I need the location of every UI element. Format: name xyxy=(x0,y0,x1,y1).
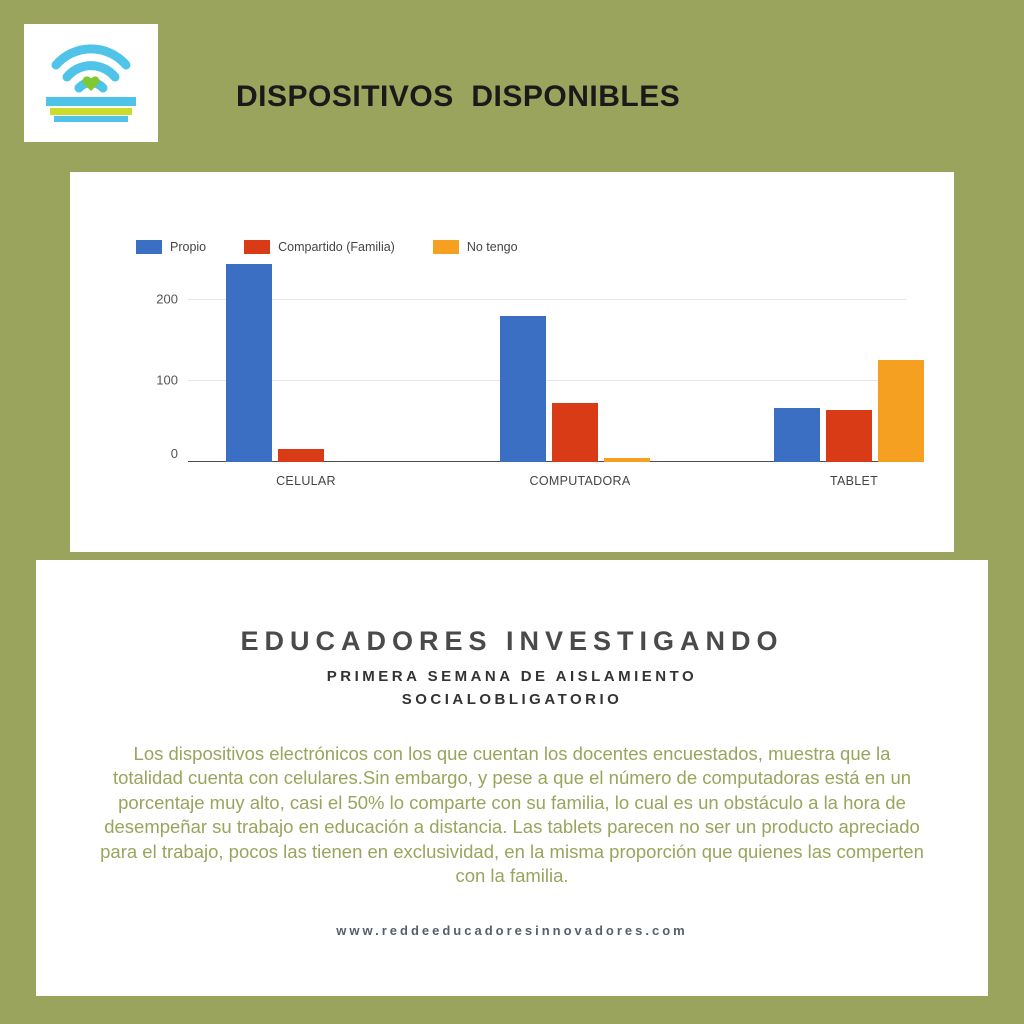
bar-celular-compartido[interactable] xyxy=(278,449,324,462)
bar-computadora-notengo[interactable] xyxy=(604,458,650,462)
bars-computadora xyxy=(500,250,660,462)
brand-subtitle-line1: PRIMERA SEMANA DE AISLAMIENTO xyxy=(326,668,698,685)
y-tick-100: 100 xyxy=(156,372,178,388)
x-tick-celular: CELULAR xyxy=(276,474,336,488)
bar-group-computadora xyxy=(500,250,660,488)
brand-subtitle xyxy=(36,665,988,712)
x-tick-computadora: COMPUTADORA xyxy=(529,474,631,488)
legend-label-compartido: Compartido (Familia) xyxy=(278,240,395,254)
brand-subtitle-line2: SOCIALOBLIGATORIO xyxy=(401,691,623,709)
x-tick-tablet: TABLET xyxy=(829,474,879,488)
bar-computadora-propio[interactable] xyxy=(500,316,546,462)
logo xyxy=(24,24,158,142)
bar-group-tablet xyxy=(774,250,934,488)
description-card xyxy=(36,560,988,996)
legend-label-notengo: No tengo xyxy=(466,240,518,254)
brand-title: EDUCADORES INVESTIGANDO xyxy=(240,626,784,656)
bar-tablet-compartido[interactable] xyxy=(826,410,872,462)
bar-tablet-notengo[interactable] xyxy=(878,360,924,462)
wifi-book-icon xyxy=(36,35,146,131)
chart-plot-area xyxy=(156,250,906,488)
page-title: DISPOSITIVOS DISPONIBLES xyxy=(236,80,681,113)
bar-celular-propio[interactable] xyxy=(226,264,272,462)
legend-label-propio: Propio xyxy=(170,240,207,254)
bar-computadora-compartido[interactable] xyxy=(552,403,598,462)
bar-tablet-propio[interactable] xyxy=(774,408,820,462)
bars-celular xyxy=(226,250,386,462)
website-url[interactable]: www.reddeeducadoresinnovadores.com xyxy=(336,923,688,939)
body-paragraph: Los dispositivos electrónicos con los que cuentan los docentes encuestados, muestra que la totalidad cuenta con celulares.Sin embargo, y pese a que el número de computadoras está en un porcentaje muy alto, casi el 50% lo comparte con su familia, lo cual es un obstáculo a la hora de desempeñar su trabajo en educación a distancia. Las tablets parecen no ser un producto apreciado para el trabajo, pocos las tienen en exclusividad, en la misma proporción que quienes las comperten con la familia. xyxy=(100,742,924,887)
chart-card xyxy=(70,172,954,552)
bar-group-celular xyxy=(226,250,386,488)
y-tick-0: 0 xyxy=(170,445,178,461)
y-tick-200: 200 xyxy=(156,291,178,307)
legend-swatch-propio xyxy=(136,240,162,254)
bars-tablet xyxy=(774,250,934,462)
